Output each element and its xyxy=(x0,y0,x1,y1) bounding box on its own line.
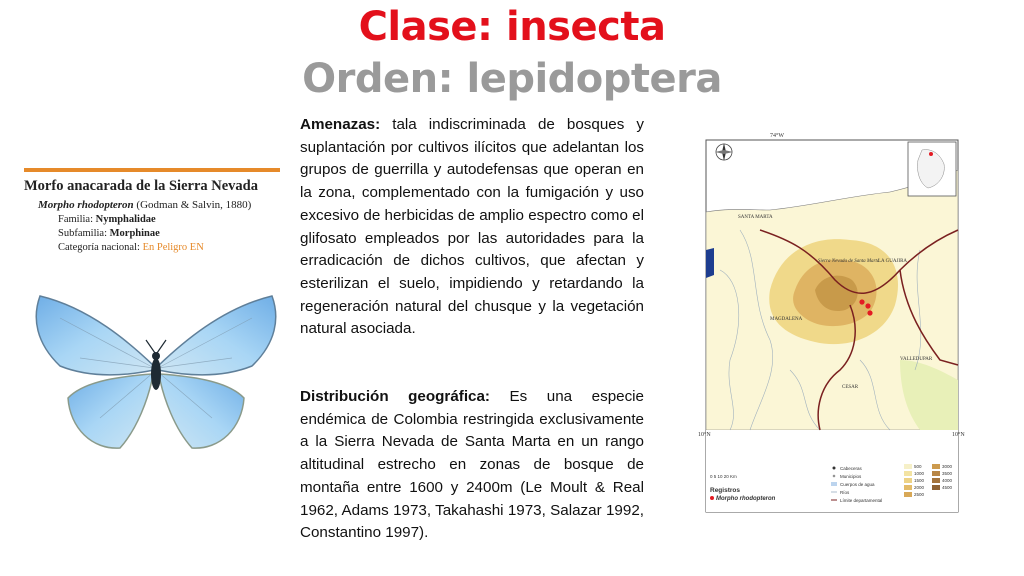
elev-4000: 4000 xyxy=(942,478,953,483)
elev-1500: 1500 xyxy=(914,478,925,483)
elev-3500: 3500 xyxy=(942,471,953,476)
page-subtitle: Orden: lepidoptera xyxy=(302,56,722,102)
records-title: Registros xyxy=(710,487,740,494)
place-guajira: LA GUAJIRA xyxy=(878,259,908,264)
category-label: Categoría nacional: xyxy=(58,242,140,253)
family-row xyxy=(24,214,284,225)
elev-1000: 1000 xyxy=(914,471,925,476)
species-card xyxy=(24,168,284,266)
category-value: En Peligro EN xyxy=(142,242,204,253)
legend-item-4: Límite departamental xyxy=(840,498,883,503)
distribution-label: Distribución geográfica: xyxy=(300,388,490,405)
common-name: Morfo anacarada de la Sierra Nevada xyxy=(24,178,258,194)
category-row xyxy=(24,242,284,253)
page-title: Clase: insecta xyxy=(358,4,666,50)
place-santa-marta: SANTA MARTA xyxy=(738,215,773,220)
scientific-name-line xyxy=(24,199,284,211)
place-magdalena: MAGDALENA xyxy=(770,317,803,322)
elev-4500: 4500 xyxy=(942,485,953,490)
distribution-paragraph xyxy=(300,386,644,545)
subfamily-value: Morphinae xyxy=(109,228,160,239)
legend-item-2: Cuerpos de agua xyxy=(840,482,875,487)
elev-2500: 2500 xyxy=(914,492,925,497)
elev-2000: 2000 xyxy=(914,485,925,490)
place-cesar: CESAR xyxy=(842,385,859,390)
subfamily-row xyxy=(24,228,284,239)
threats-text: tala indiscriminada de bosques y suplantación por cultivos ilícitos que adelantan los grupos de guerrilla y autodefensas que operan en la zona, complementado con la fumigación y uso excesivo de herbicidas de amplio espectro como el glifosato empleados por las autoridades para la erradicación de dichos cultivos, que afectan y esterilizan el suelo, impidiendo y retardando la regeneración natural del chusque y la vegetación natural asociada. xyxy=(300,116,644,338)
record-dot xyxy=(859,299,864,304)
legend-item-3: Ríos xyxy=(840,490,850,495)
lon-label: 74°W xyxy=(770,133,785,139)
scientific-name: Morpho rhodopteron xyxy=(38,199,134,211)
threats-paragraph xyxy=(300,114,644,341)
butterfly-image xyxy=(30,288,280,458)
card-divider xyxy=(24,168,280,172)
legend-item-0: Cabeceras xyxy=(840,466,862,471)
legend-item-1: Municipios xyxy=(840,474,862,479)
elev-500: 500 xyxy=(914,464,922,469)
record-dot xyxy=(867,310,872,315)
scale-label: 0 5 10 20 Km xyxy=(710,474,737,479)
family-value: Nymphalidae xyxy=(95,214,156,225)
lat-label-right: 10°N xyxy=(952,432,965,438)
place-valledupar: VALLEDUPAR xyxy=(900,357,933,362)
family-label: Familia: xyxy=(58,214,93,225)
threats-label: Amenazas: xyxy=(300,116,381,133)
place-sierra: Sierra Nevada de Santa Marta xyxy=(818,259,880,264)
subfamily-label: Subfamilia: xyxy=(58,228,107,239)
lat-label-left: 10°N xyxy=(698,432,711,438)
distribution-text: Es una especie endémica de Colombia restringida exclusivamente a la Sierra Nevada de Santa Marta en un rango altitudinal estrecho en zonas de bosque de montaña entre 1600 y 2400m (Le Moult & Real 1962, Adams 1973, Takahashi 1973, Salazar 1992, Constantino 1997). xyxy=(300,388,644,542)
records-species: Morpho rhodopteron xyxy=(716,496,776,502)
elev-3000: 3000 xyxy=(942,464,953,469)
species-author: (Godman & Salvin, 1880) xyxy=(136,199,252,211)
distribution-map xyxy=(698,130,965,520)
record-dot xyxy=(865,303,870,308)
